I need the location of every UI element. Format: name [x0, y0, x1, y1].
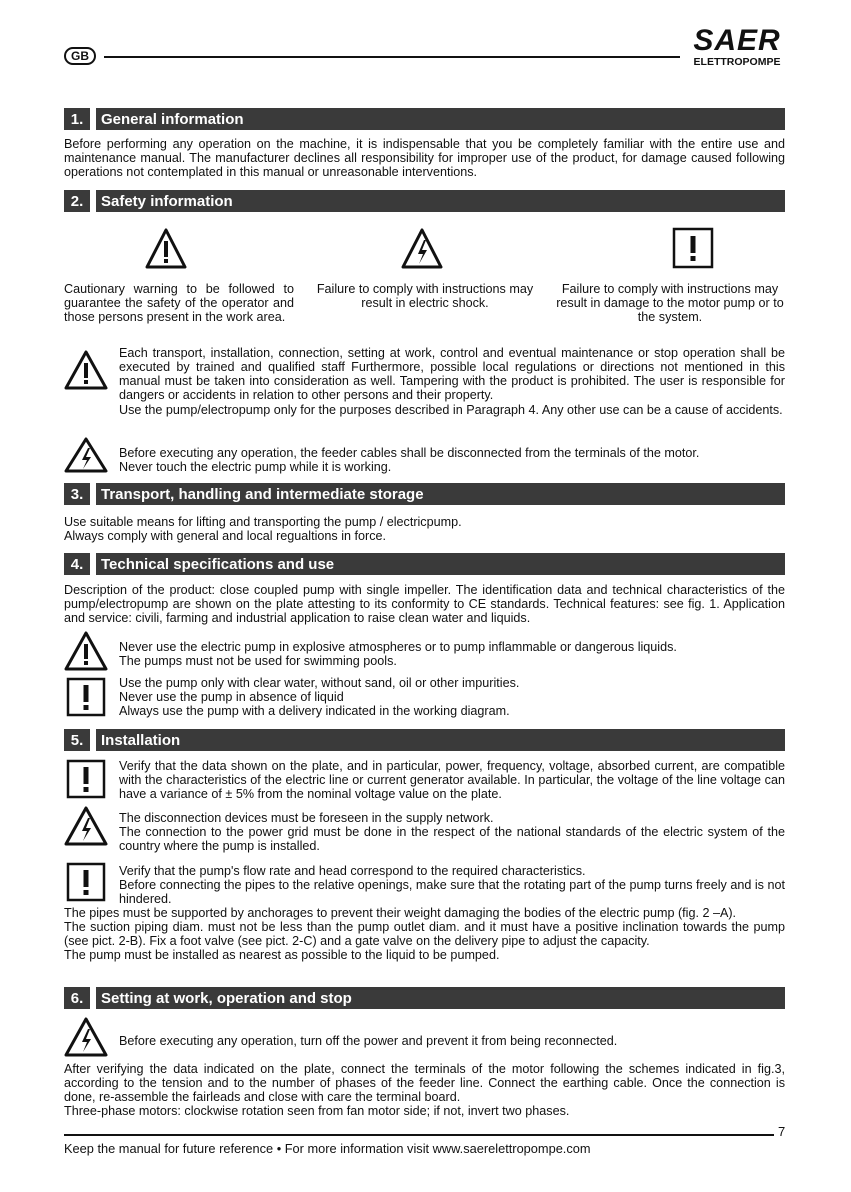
footer-rule: [64, 1134, 774, 1136]
language-code: GB: [71, 49, 89, 63]
warning-triangle-icon: [64, 631, 108, 671]
section-header-3: [64, 483, 785, 505]
paragraph: Verify that the data shown on the plate, and in particular, power, frequency, voltage, absorbed current, are compatible with the characteristics of the electric line or current generator available. In particular, the voltage of the line voltage can have a variance of ± 5% from the nominal voltage value on the plate.: [119, 759, 785, 801]
section-number: 3.: [64, 483, 90, 505]
paragraph: Always use the pump with a delivery indicated in the working diagram.: [119, 704, 510, 718]
brand-logo: [687, 26, 787, 68]
header-rule: [104, 56, 680, 58]
paragraph: Never touch the electric pump while it is working.: [119, 460, 392, 474]
section-title: Installation: [96, 729, 785, 751]
paragraph: Use the pump/electropump only for the purposes described in Paragraph 4. Any other use can be a cause of accidents.: [119, 403, 783, 417]
safety-warning-text: [119, 346, 785, 417]
warning-triangle-icon: [144, 227, 188, 271]
paragraph: Use suitable means for lifting and transporting the pump / electricpump.: [64, 515, 462, 529]
section-4-body: [64, 583, 785, 625]
footer-text: Keep the manual for future reference • For more information visit www.saerelettropompe.com: [64, 1141, 591, 1156]
section-number: 4.: [64, 553, 90, 575]
paragraph: Never use the pump in absence of liquid: [119, 690, 344, 704]
paragraph: The suction piping diam. must not be less than the pump outlet diam. and it must have a positive inclination towards the pump (see pict. 2-B). Fix a foot valve (see pict. 2-C) and a gate valve on the delivery pipe to adjust the capacity.: [64, 920, 785, 948]
section-6-body: [64, 1062, 785, 1118]
symbol-caption-warning: [64, 282, 294, 324]
warning-triangle-icon: [64, 350, 108, 390]
section-header-2: [64, 190, 785, 212]
caution-square-icon: [66, 862, 106, 902]
safety-shock-text: [119, 446, 785, 474]
paragraph: Verify that the pump's flow rate and head correspond to the required characteristics.: [119, 864, 586, 878]
section-number: 1.: [64, 108, 90, 130]
section-number: 6.: [64, 987, 90, 1009]
section-header-5: [64, 729, 785, 751]
section-number: 5.: [64, 729, 90, 751]
caption-text: Cautionary warning to be followed to guarantee the safety of the operator and those persons present in the work area.: [64, 282, 294, 324]
section-header-6: [64, 987, 785, 1009]
paragraph: Description of the product: close coupled pump with single impeller. The identification data and technical characteristics of the pump/electropump are shown on the plate attesting to its conformity to CE standards. Technical features: see fig. 1. Application and service: civili, farming and industrial application to raise clean water and liquids.: [64, 583, 785, 625]
symbol-caption-shock: [308, 282, 542, 310]
page-number: 7: [778, 1124, 786, 1139]
section-6-shock: [119, 1034, 785, 1048]
section-5-body: [64, 906, 785, 962]
paragraph: Each transport, installation, connection, setting at work, control and eventual maintenance or stop operation shall be executed by trained and qualified staff Furthermore, possible local regulations or directions not mentioned in this manual must be taken into consideration as well. Tampering with the product is prohibited. The user is responsible for dangers or accidents in relation to other persons and their property.: [119, 346, 785, 402]
section-header-4: [64, 553, 785, 575]
caution-square-icon: [672, 227, 714, 269]
electric-shock-icon: [64, 1017, 108, 1057]
section-title: Transport, handling and intermediate storage: [96, 483, 785, 505]
caption-text: Failure to comply with instructions may result in damage to the motor pump or to the system.: [556, 282, 784, 324]
section-title: Setting at work, operation and stop: [96, 987, 785, 1009]
electric-shock-icon: [64, 437, 108, 473]
section-header-1: [64, 108, 785, 130]
section-5-note-2: [119, 864, 785, 906]
paragraph: Before performing any operation on the machine, it is indispensable that you be completely familiar with the entire use and maintenance manual. The manufacturer declines all responsibility for improper use of the product, for damage caused following operations not contemplated in this manual or unreasonable interventions.: [64, 137, 785, 179]
section-title: Technical specifications and use: [96, 553, 785, 575]
paragraph: The pump must be installed as nearest as possible to the liquid to be pumped.: [64, 948, 500, 962]
paragraph: The pumps must not be used for swimming pools.: [119, 654, 397, 668]
section-title: General information: [96, 108, 785, 130]
caution-square-icon: [66, 759, 106, 799]
paragraph: Three-phase motors: clockwise rotation seen from fan motor side; if not, invert two phases.: [64, 1104, 570, 1118]
paragraph: Before executing any operation, turn off the power and prevent it from being reconnected.: [119, 1034, 618, 1048]
paragraph: Always comply with general and local regualtions in force.: [64, 529, 387, 543]
section-4-warning: [119, 640, 785, 668]
electric-shock-icon: [64, 806, 108, 846]
section-number: 2.: [64, 190, 90, 212]
paragraph: Before executing any operation, the feeder cables shall be disconnected from the terminals of the motor.: [119, 446, 700, 460]
symbol-caption-caution: [555, 282, 785, 324]
caption-text: Failure to comply with instructions may result in electric shock.: [316, 282, 534, 310]
paragraph: The pipes must be supported by anchorages to prevent their weight damaging the bodies of the electric pump (fig. 2 –A).: [64, 906, 737, 920]
brand-name: SAER: [693, 24, 781, 57]
paragraph: Use the pump only with clear water, without sand, oil or other impurities.: [119, 676, 520, 690]
paragraph: Never use the electric pump in explosive atmospheres or to pump inflammable or dangerous liquids.: [119, 640, 677, 654]
paragraph: The disconnection devices must be foreseen in the supply network.: [119, 811, 494, 825]
section-5-shock: [119, 811, 785, 853]
section-4-note: [119, 676, 785, 718]
language-badge: [64, 47, 96, 65]
paragraph: Before connecting the pipes to the relative openings, make sure that the rotating part of the pump turns freely and is not hindered.: [119, 878, 785, 906]
section-3-body: [64, 515, 785, 543]
section-1-body: [64, 137, 785, 179]
caution-square-icon: [66, 677, 106, 717]
brand-subtitle: ELETTROPOMPE: [693, 56, 781, 68]
section-5-note-1: [119, 759, 785, 801]
paragraph: After verifying the data indicated on the plate, connect the terminals of the motor following the schemes indicated in fig.3, according to the tension and to the number of phases of the feeder line. Connect the earthing cable. Once the connection is done, re-assemble the fairleads and close with care the terminal board.: [64, 1062, 785, 1104]
paragraph: The connection to the power grid must be done in the respect of the national standards of the electric system of the country where the pump is installed.: [119, 825, 785, 853]
section-title: Safety information: [96, 190, 785, 212]
electric-shock-icon: [400, 227, 444, 271]
